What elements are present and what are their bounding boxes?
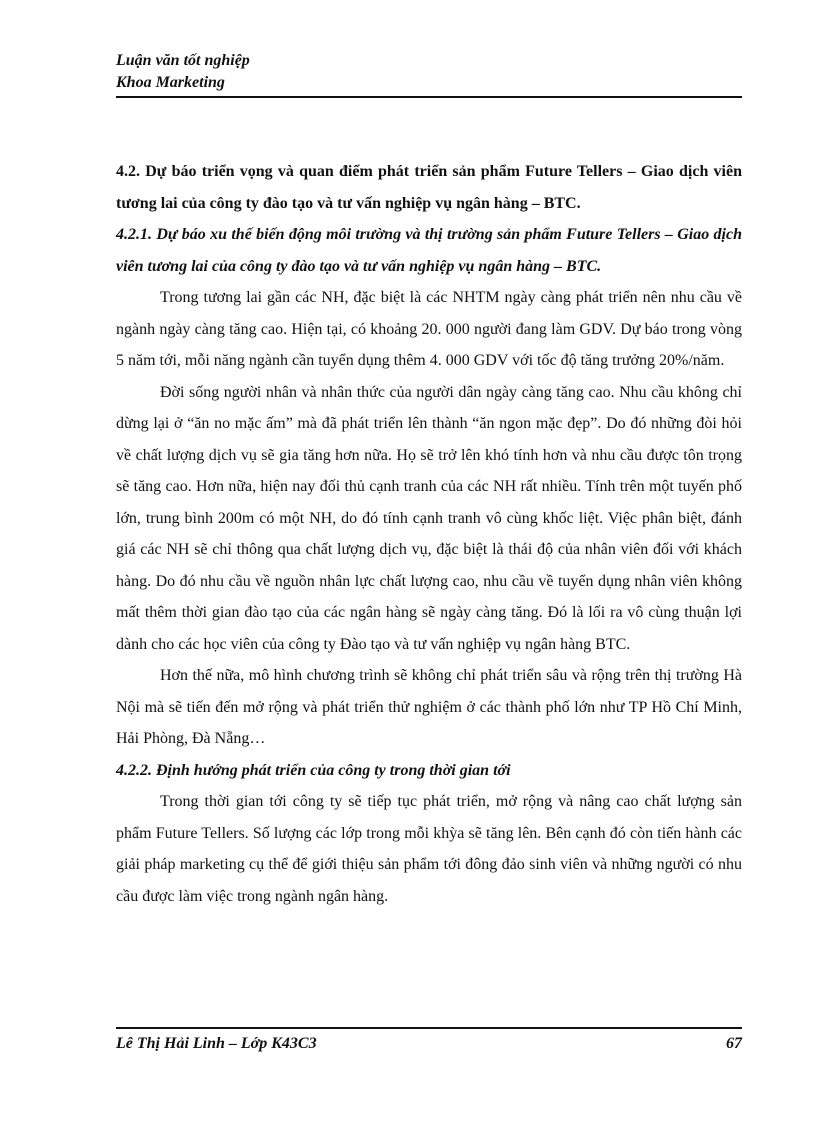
footer-author: Lê Thị Hải Linh – Lớp K43C3 [116, 1035, 317, 1052]
section-heading: 4.2. Dự báo triển vọng và quan điểm phát triển sản phẩm Future Tellers – Giao dịch viên tương lai của công ty đào tạo và tư vấn nghiệp vụ ngân hàng – BTC. [116, 163, 742, 212]
page-body [116, 156, 742, 912]
paragraph: Trong tương lai gần các NH, đặc biệt là các NHTM ngày càng phát triển nên nhu cầu về ngành ngày càng tăng cao. Hiện tại, có khoảng 20. 000 người đang làm GDV. Dự báo trong vòng 5 năm tới, mỗi năng ngành cần tuyển dụng thêm 4. 000 GDV với tốc độ tăng trưởng 20%/năm. [116, 289, 742, 369]
paragraph: Hơn thế nữa, mô hình chương trình sẽ không chỉ phát triển sâu và rộng trên thị trường Hà Nội mà sẽ tiến đến mở rộng và phát triển thử nghiệm ở các thành phố lớn như TP Hồ Chí Minh, Hải Phòng, Đà Nẵng… [116, 667, 742, 747]
paragraph: Trong thời gian tới công ty sẽ tiếp tục phát triển, mở rộng và nâng cao chất lượng sản phẩm Future Tellers. Số lượng các lớp trong mỗi khỳa sẽ tăng lên. Bên cạnh đó còn tiến hành các giải pháp marketing cụ thể để giới thiệu sản phẩm tới đông đảo sinh viên và những người có nhu cầu được làm việc trong ngành ngân hàng. [116, 793, 742, 905]
page-number: 67 [726, 1035, 742, 1052]
page-header [116, 50, 742, 94]
paragraph: Đời sống người nhân và nhân thức của người dân ngày càng tăng cao. Nhu cầu không chỉ dừng lại ở “ăn no mặc ấm” mà đã phát triển lên thành “ăn ngon mặc đẹp”. Do đó những đòi hỏi về chất lượng dịch vụ sẽ gia tăng hơn nữa. Họ sẽ trở lên khó tính hơn và nhu cầu được tôn trọng sẽ tăng cao. Hơn nữa, hiện nay đối thủ cạnh tranh của các NH rất nhiều. Tính trên một tuyến phố lớn, trung bình 200m có một NH, do đó tính cạnh tranh vô cùng khốc liệt. Việc phân biệt, đánh giá các NH sẽ chỉ thông qua chất lượng dịch vụ, đặc biệt là thái độ của nhân viên đối với khách hàng. Do đó nhu cầu về nguồn nhân lực chất lượng cao, nhu cầu về tuyển dụng nhân viên không mất thêm thời gian đào tạo của các ngân hàng sẽ ngày càng tăng. Đó là lối ra vô cùng thuận lợi dành cho các học viên của công ty Đào tạo và tư vấn nghiệp vụ ngân hàng BTC. [116, 383, 742, 653]
header-faculty: Khoa Marketing [116, 74, 225, 91]
subsection-heading-4-2-2: 4.2.2. Định hướng phát triển của công ty trong thời gian tới [116, 761, 511, 779]
header-thesis-title: Luận văn tốt nghiệp [116, 52, 250, 69]
header-divider [116, 96, 742, 98]
page-footer [116, 1033, 742, 1055]
subsection-heading-4-2-1: 4.2.1. Dự báo xu thế biến động môi trường và thị trường sản phẩm Future Tellers – Giao dịch viên tương lai của công ty đào tạo và tư vấn nghiệp vụ ngân hàng – BTC. [116, 226, 742, 275]
footer-divider [116, 1027, 742, 1029]
